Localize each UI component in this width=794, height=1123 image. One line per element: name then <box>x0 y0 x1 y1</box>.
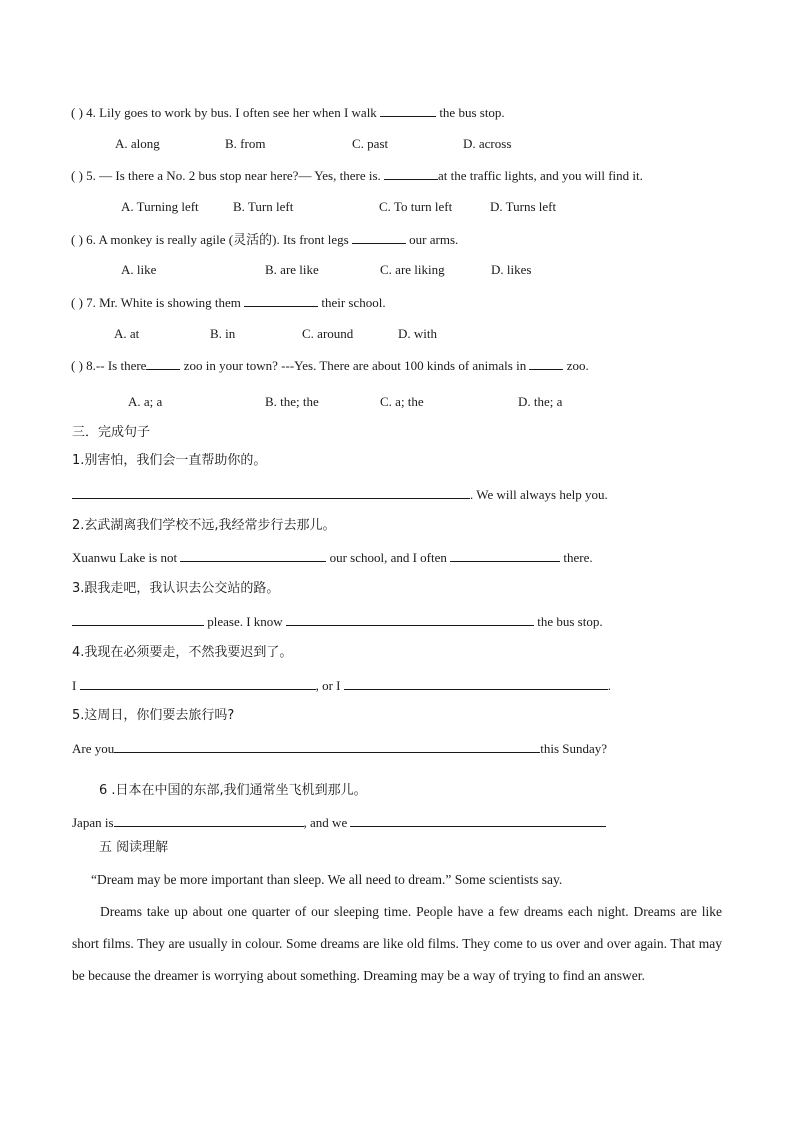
sentence-1-answer <box>72 486 608 503</box>
answer-blank[interactable] <box>529 357 563 370</box>
option-a: A. at <box>114 326 140 341</box>
question-stem-end: at the traffic lights, and you will find it. <box>438 168 643 183</box>
reading-paragraph-2: Dreams take up about one quarter of our sleeping time. People have a few dreams each night. Dreams are like short films. They are usually in colour. Some dreams are like old films. They come to us over and over again. That may be because the dreamer is worrying about something. Dreaming may be a way of trying to find an answer. <box>72 904 722 983</box>
answer-blank[interactable] <box>350 814 606 827</box>
answer-blank[interactable] <box>146 357 180 370</box>
sentence-1-after: . We will always help you. <box>470 487 608 502</box>
section-5-title: 五 阅读理解 <box>99 840 169 855</box>
question-stem: 4. Lily goes to work by bus. I often see her when I walk <box>86 105 377 120</box>
question-7 <box>71 294 386 311</box>
option-c: C. are liking <box>380 262 445 277</box>
answer-paren[interactable]: ( ) <box>71 168 83 183</box>
answer-blank[interactable] <box>286 613 534 626</box>
option-d: D. across <box>463 136 512 151</box>
sentence-5-before: Are you <box>72 741 115 756</box>
sentence-2-answer <box>72 549 593 566</box>
answer-paren[interactable]: ( ) <box>71 295 83 310</box>
option-a: A. a; a <box>128 394 163 409</box>
sentence-6-before: Japan is <box>72 815 114 830</box>
answer-blank[interactable] <box>114 814 304 827</box>
option-a: A. along <box>115 136 160 151</box>
option-d: D. with <box>398 326 437 341</box>
sentence-2-mid: our school, and I often <box>329 550 447 565</box>
sentence-3-mid: please. I know <box>207 614 283 629</box>
answer-blank[interactable] <box>384 167 438 180</box>
sentence-5-answer <box>72 740 607 757</box>
option-b: B. in <box>210 326 236 341</box>
sentence-4-prompt: 4.我现在必须要走，不然我要迟到了。 <box>72 645 293 660</box>
option-d: D. Turns left <box>490 199 557 214</box>
reading-paragraph-1: “Dream may be more important than sleep. We all need to dream.” Some scientists say. <box>91 872 563 887</box>
answer-blank[interactable] <box>114 740 540 753</box>
sentence-4-after: . <box>607 678 612 693</box>
sentence-4-before: I <box>72 678 77 693</box>
answer-blank[interactable] <box>244 294 318 307</box>
option-c: C. around <box>302 326 354 341</box>
question-stem: 7. Mr. White is showing them <box>86 295 241 310</box>
sentence-2-before: Xuanwu Lake is not <box>72 550 178 565</box>
sentence-6-prompt: 6 .日本在中国的东部,我们通常坐飞机到那儿。 <box>99 783 367 798</box>
option-b: B. from <box>225 136 266 151</box>
answer-blank[interactable] <box>180 549 326 562</box>
question-6 <box>71 231 458 248</box>
answer-paren[interactable]: ( ) <box>71 105 83 120</box>
option-b: B. are like <box>265 262 319 277</box>
sentence-3-prompt: 3.跟我走吧，我认识去公交站的路。 <box>72 581 280 596</box>
sentence-3-answer <box>72 613 603 630</box>
option-d: D. likes <box>491 262 532 277</box>
option-a: A. Turning left <box>121 199 199 214</box>
sentence-2-prompt: 2.玄武湖离我们学校不远,我经常步行去那儿。 <box>72 518 336 533</box>
question-stem: 6. A monkey is really agile (灵活的). Its front legs <box>86 232 349 247</box>
question-stem-end: our arms. <box>409 232 459 247</box>
sentence-5-after: this Sunday? <box>540 741 608 756</box>
option-b: B. the; the <box>265 394 319 409</box>
question-stem-end: the bus stop. <box>439 105 505 120</box>
sentence-4-answer <box>72 677 611 694</box>
sentence-6-answer <box>72 814 606 831</box>
option-c: C. past <box>352 136 389 151</box>
question-stem: 8.-- Is there <box>86 358 147 373</box>
sentence-3-after: the bus stop. <box>537 614 603 629</box>
answer-blank[interactable] <box>344 677 608 690</box>
question-5 <box>71 167 643 184</box>
sentence-4-mid: , or I <box>315 678 341 693</box>
answer-blank[interactable] <box>80 677 316 690</box>
question-stem-end: zoo. <box>566 358 589 373</box>
option-a: A. like <box>121 262 157 277</box>
answer-paren[interactable]: ( ) <box>71 358 83 373</box>
question-4 <box>71 104 505 121</box>
question-8 <box>71 357 589 374</box>
sentence-6-mid: , and we <box>303 815 348 830</box>
answer-blank[interactable] <box>380 104 436 117</box>
sentence-5-prompt: 5.这周日，你们要去旅行吗? <box>72 708 235 723</box>
answer-paren[interactable]: ( ) <box>71 232 83 247</box>
option-c: C. To turn left <box>379 199 453 214</box>
question-stem: 5. — Is there a No. 2 bus stop near here?— Yes, there is. <box>86 168 381 183</box>
answer-blank[interactable] <box>352 231 406 244</box>
answer-blank[interactable] <box>72 613 204 626</box>
answer-blank[interactable] <box>72 486 470 499</box>
section-3-title: 三．完成句子 <box>72 425 151 440</box>
sentence-2-after: there. <box>563 550 593 565</box>
sentence-1-prompt: 1.别害怕，我们会一直帮助你的。 <box>72 453 267 468</box>
option-b: B. Turn left <box>233 199 294 214</box>
answer-blank[interactable] <box>450 549 560 562</box>
option-c: C. a; the <box>380 394 424 409</box>
option-d: D. the; a <box>518 394 563 409</box>
question-stem-end: their school. <box>321 295 386 310</box>
question-stem-mid: zoo in your town? ---Yes. There are about 100 kinds of animals in <box>183 358 527 373</box>
